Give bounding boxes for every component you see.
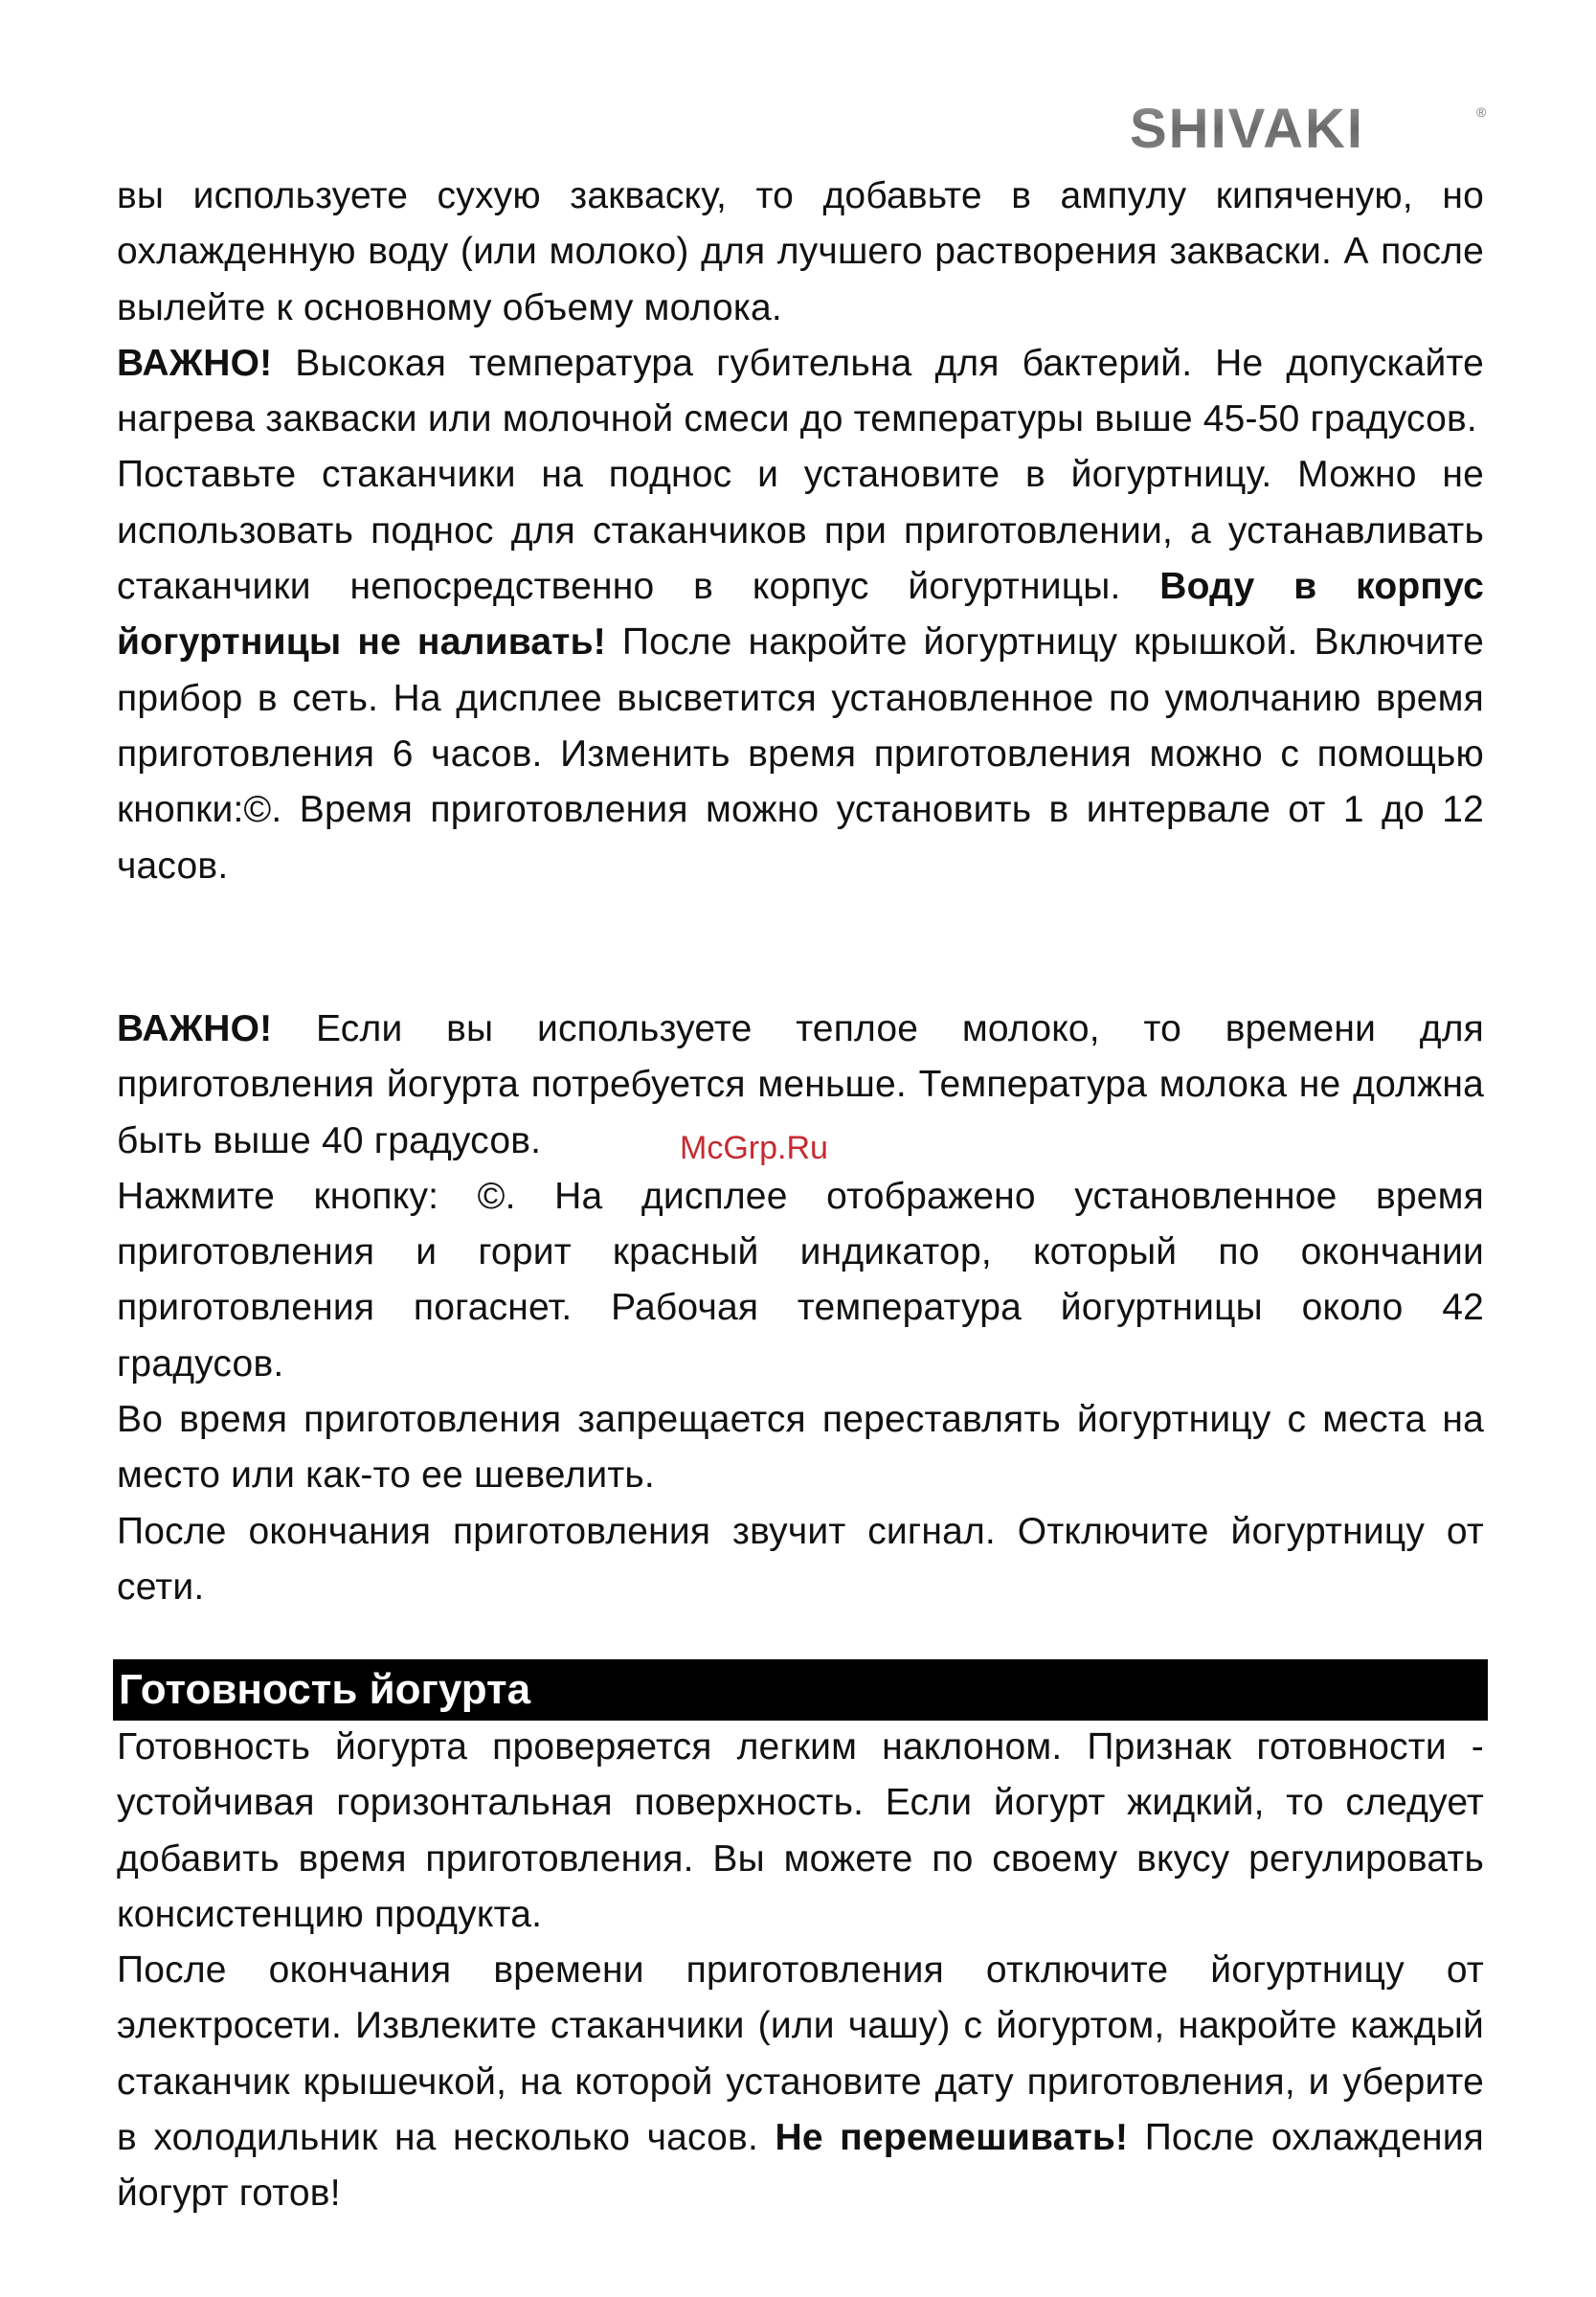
watermark: McGrp.Ru [680, 1130, 828, 1166]
instructions-bottom [117, 1720, 1484, 2222]
paragraph-after-cooking: После окончания времени приготовления отключите йогуртницу от электросети. Извлеките стаканчики (или чашу) с йогуртом, накройте каждый стаканчик крышечкой, на которой установите дату приготовления, и уберите в холодильник на несколько часов. Не перемешивать! После охлаждения йогурт готов! [117, 1949, 1484, 2215]
paragraph-cups-setup: Поставьте стаканчики на поднос и установите в йогуртницу. Можно не использовать поднос для стаканчиков при приготовлении, а устанавливать стаканчики непосредственно в корпус йогуртницы. Воду в корпус йогуртницы не наливать! После накройте йогуртницу крышкой. Включите прибор в сеть. На дисплее высветится установленное по умолчанию время приготовления 6 часов. Изменить время приготовления можно с помощью кнопки:©. Время приготовления можно установить в интервале от 1 до 12 часов. [117, 454, 1484, 887]
instructions-top [117, 169, 1484, 894]
paragraph-dry-starter: вы используете сухую закваску, то добавьте в ампулу кипяченую, но охлажденную воду (или молоко) для лучшего растворения закваски. А после вылейте к основному объему молока. [117, 175, 1484, 328]
paragraph-press-button: Нажмите кнопку: ©. На дисплее отображено установленное время приготовления и горит красный индикатор, который по окончании приготовления погаснет. Рабочая температура йогуртницы около 42 градусов. [117, 1175, 1484, 1385]
svg-text:®: ® [1476, 104, 1487, 120]
no-water-warning: Воду в корпус йогуртницы не наливать! [117, 566, 1484, 664]
svg-text:SHIVAKI: SHIVAKI [1130, 100, 1364, 157]
paragraph-warm-milk: ВАЖНО! Если вы используете теплое молоко, то времени для приготовления йогурта потребуется меньше. Температура молока не должна быть выше 40 градусов. [117, 1008, 1484, 1161]
paragraph-warning-temperature: ВАЖНО! Высокая температура губительна для бактерий. Не допускайте нагрева закваски или молочной смеси до температуры выше 45-50 градусов. [117, 342, 1484, 440]
paragraph-signal: После окончания приготовления звучит сигнал. Отключите йогуртницу от сети. [117, 1510, 1484, 1608]
warning-label: ВАЖНО! [117, 1008, 273, 1049]
no-stir-warning: Не перемешивать! [775, 2117, 1129, 2159]
paragraph-readiness-check: Готовность йогурта проверяется легким наклоном. Признак готовности - устойчивая горизонтальная поверхность. Если йогурт жидкий, то следует добавить время приготовления. Вы можете по своему вкусу регулировать консистенцию продукта. [117, 1726, 1484, 1935]
section-heading-readiness: Готовность йогурта [113, 1659, 1488, 1721]
paragraph-do-not-move: Во время приготовления запрещается переставлять йогуртницу с места на место или как-то ее шевелить. [117, 1399, 1484, 1497]
shivaki-logo [1130, 100, 1494, 157]
warning-label: ВАЖНО! [117, 342, 273, 384]
instructions-middle [117, 1002, 1484, 1615]
